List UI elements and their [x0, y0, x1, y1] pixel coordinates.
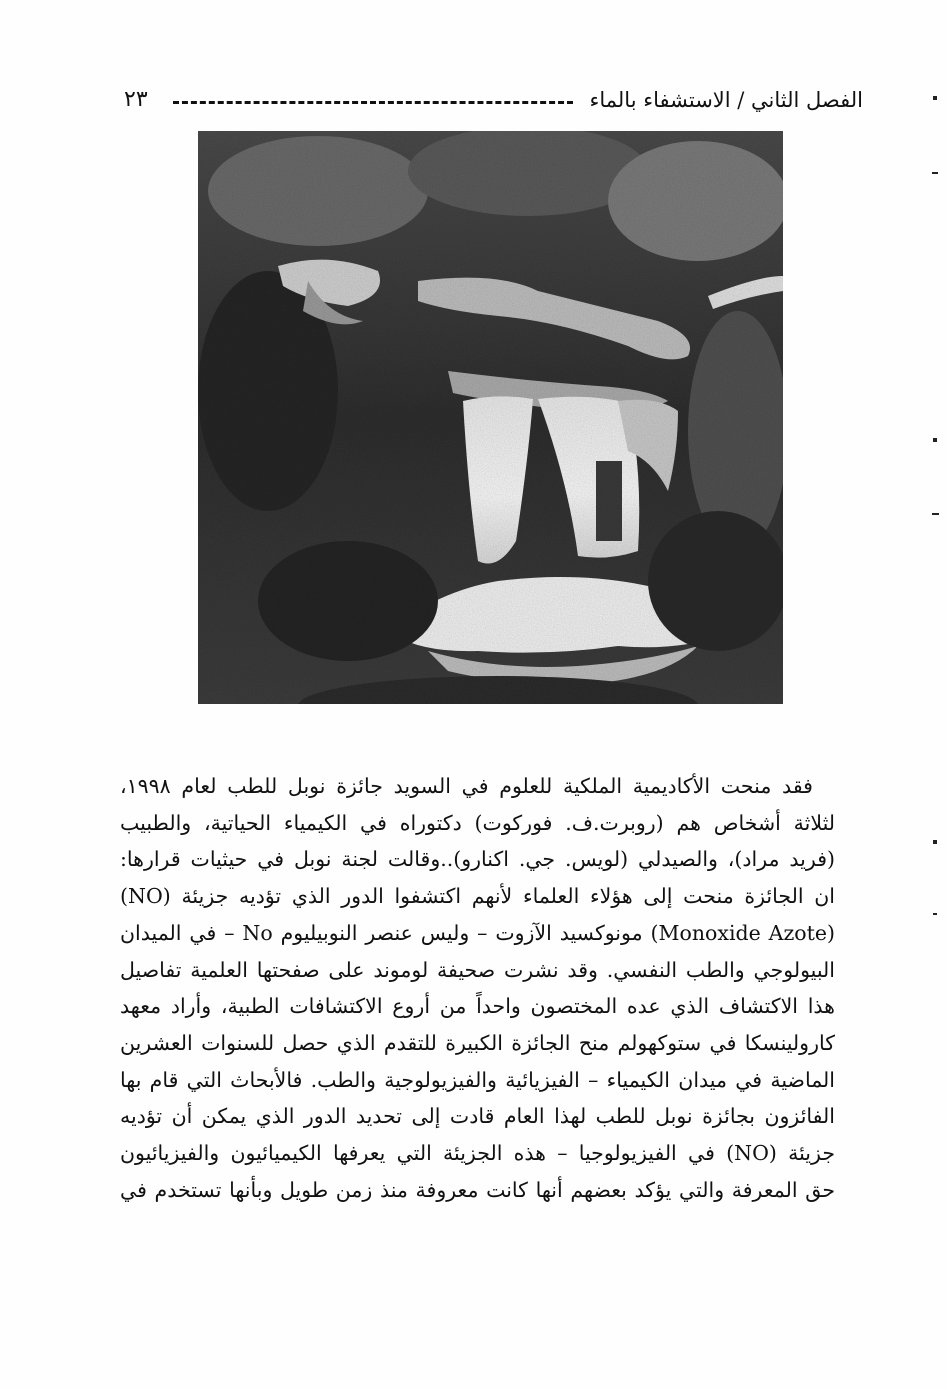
scan-mark [932, 513, 939, 515]
scan-mark [932, 172, 938, 174]
text-line: جزيئة (NO) في الفيزيولوجيا – هذه الجزيئة التي يعرفها الكيميائيون والفيزيائيون [120, 1141, 835, 1166]
page-number: ٢٣ [124, 87, 148, 112]
text-line: ان الجائزة منحت إلى هؤلاء العلماء لأنهم اكتشفوا الدور الذي تؤديه جزيئة (NO) [120, 884, 835, 909]
chapter-title: الفصل الثاني / الاستشفاء بالماء [589, 88, 863, 112]
body-paragraph [120, 768, 835, 1208]
text-line: هذا الاكتشاف الذي عده المختصون واحداً من أروع الاكتشافات الطبية، وأراد معهد [120, 994, 835, 1019]
text-line: كارولينسكا في ستوكهولم منح الجائزة الكبيرة للتقدم الذي حصل للسنوات العشرين [120, 1030, 835, 1055]
waterfall-photo [198, 131, 783, 704]
text-line: الماضية في ميدان الكيمياء – الفيزيائية والفيزيولوجية والطب. فالأبحاث التي قام بها [120, 1067, 835, 1092]
text-line: (فريد مراد)، والصيدلي (لويس. جي. اكنارو)..وقالت لجنة نوبل في حيثيات قرارها: [120, 847, 835, 872]
text-line: البيولوجي والطب النفسي. وقد نشرت صحيفة لوموند على صفحتها العلمية تفاصيل [120, 957, 835, 982]
text-line: لثلاثة أشخاص هم (روبرت.ف. فوركوت) دكتوراه في الكيمياء الحياتية، والطبيب [120, 810, 835, 835]
text-line: فقد منحت الأكاديمية الملكية للعلوم في السويد جائزة نوبل للطب لعام ١٩٩٨، [120, 774, 813, 798]
header-leader-dots [173, 82, 573, 118]
text-line: الفائزون بجائزة نوبل للطب لهذا العام قادت إلى تحديد الدور الذي يمكن أن تؤديه [120, 1104, 835, 1129]
scan-mark [933, 438, 937, 442]
text-line: (Monoxide Azote) مونوكسيد الآزوت – وليس عنصر النوبيليوم No – في الميدان [120, 920, 835, 945]
running-header [118, 82, 863, 118]
scan-mark [933, 96, 937, 100]
text-line: حق المعرفة والتي يؤكد بعضهم أنها كانت معروفة منذ زمن طويل وبأنها تستخدم في [120, 1177, 835, 1202]
scan-mark [933, 840, 937, 844]
scan-mark [933, 913, 937, 915]
